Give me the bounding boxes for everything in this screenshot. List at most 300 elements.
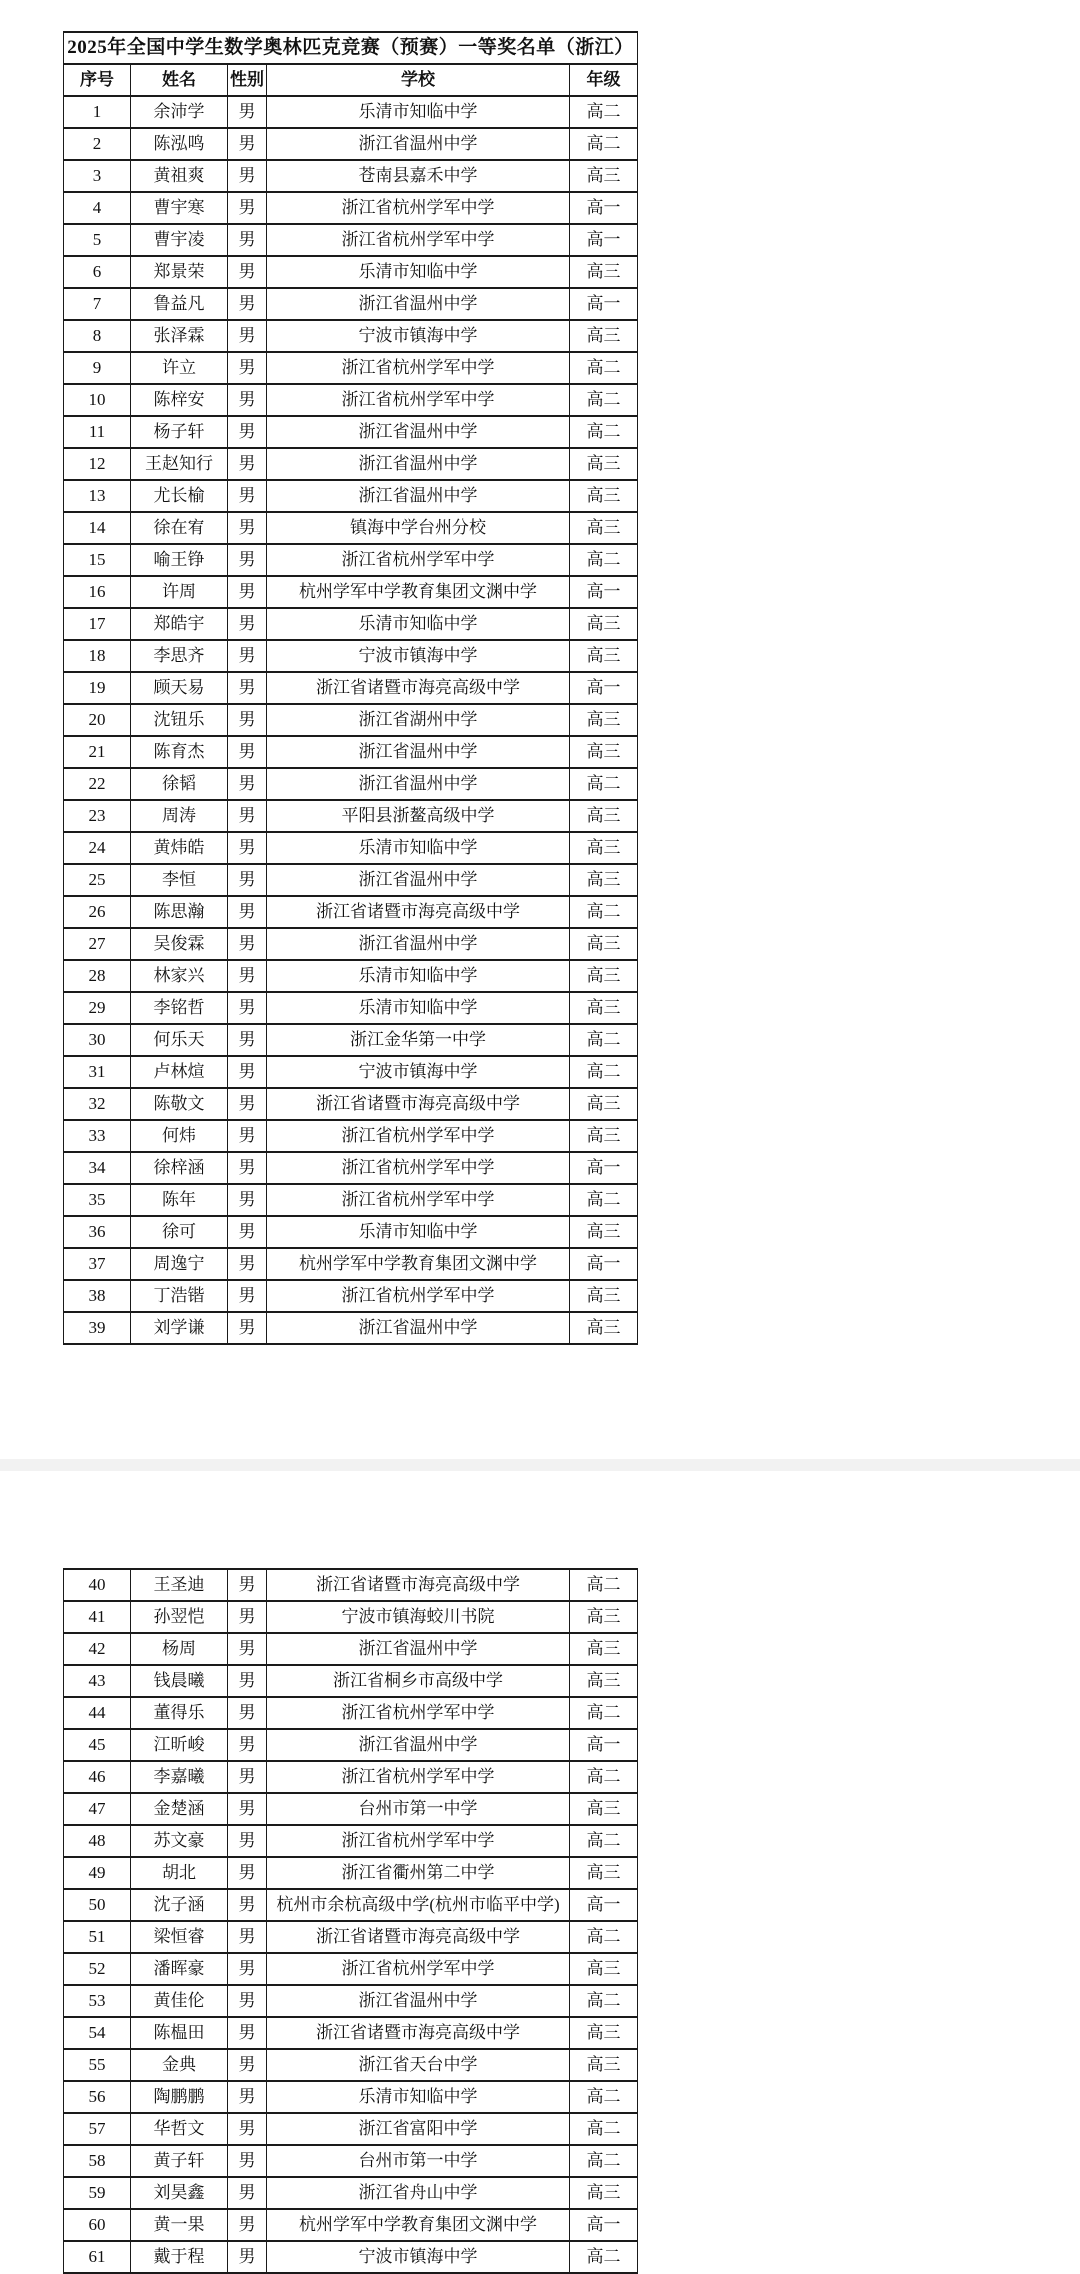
cell-name: 喻王铮: [131, 544, 228, 576]
cell-serial: 38: [64, 1280, 131, 1312]
cell-school: 浙江省温州中学: [267, 128, 570, 160]
table-row: [64, 2017, 638, 2049]
cell-name: 胡北: [131, 1857, 228, 1889]
cell-name: 江昕峻: [131, 1729, 228, 1761]
table-row: [64, 128, 638, 160]
cell-school: 宁波市镇海中学: [267, 2241, 570, 2273]
cell-serial: 22: [64, 768, 131, 800]
cell-grade: 高三: [570, 704, 638, 736]
cell-name: 杨子轩: [131, 416, 228, 448]
cell-gender: 男: [228, 2017, 267, 2049]
table-row: [64, 1825, 638, 1857]
cell-grade: 高三: [570, 1120, 638, 1152]
cell-grade: 高三: [570, 2049, 638, 2081]
table-row: [64, 1152, 638, 1184]
cell-gender: 男: [228, 1120, 267, 1152]
cell-name: 黄一果: [131, 2209, 228, 2241]
cell-serial: 17: [64, 608, 131, 640]
column-header-grade: 年级: [570, 64, 638, 96]
table-row: [64, 1056, 638, 1088]
cell-serial: 25: [64, 864, 131, 896]
cell-school: 宁波市镇海中学: [267, 640, 570, 672]
cell-school: 乐清市知临中学: [267, 256, 570, 288]
cell-serial: 9: [64, 352, 131, 384]
cell-grade: 高二: [570, 1985, 638, 2017]
table-row: [64, 672, 638, 704]
cell-school: 浙江省杭州学军中学: [267, 192, 570, 224]
cell-school: 宁波市镇海中学: [267, 1056, 570, 1088]
cell-serial: 47: [64, 1793, 131, 1825]
cell-serial: 44: [64, 1697, 131, 1729]
cell-school: 浙江省温州中学: [267, 864, 570, 896]
cell-serial: 35: [64, 1184, 131, 1216]
cell-school: 浙江省温州中学: [267, 736, 570, 768]
cell-serial: 31: [64, 1056, 131, 1088]
cell-grade: 高二: [570, 1761, 638, 1793]
cell-gender: 男: [228, 1665, 267, 1697]
cell-grade: 高二: [570, 768, 638, 800]
table-row: [64, 416, 638, 448]
cell-serial: 60: [64, 2209, 131, 2241]
table-row: [64, 2209, 638, 2241]
cell-gender: 男: [228, 1761, 267, 1793]
table-row: [64, 1088, 638, 1120]
cell-grade: 高二: [570, 128, 638, 160]
table-row: [64, 832, 638, 864]
cell-gender: 男: [228, 2241, 267, 2273]
cell-grade: 高二: [570, 416, 638, 448]
cell-name: 金典: [131, 2049, 228, 2081]
cell-serial: 15: [64, 544, 131, 576]
header-row: [64, 64, 638, 96]
cell-gender: 男: [228, 1056, 267, 1088]
table-row: [64, 96, 638, 128]
cell-serial: 4: [64, 192, 131, 224]
cell-grade: 高三: [570, 832, 638, 864]
column-header-gender: 性别: [228, 64, 267, 96]
cell-name: 周涛: [131, 800, 228, 832]
cell-serial: 50: [64, 1889, 131, 1921]
cell-school: 浙江省诸暨市海亮高级中学: [267, 896, 570, 928]
cell-serial: 34: [64, 1152, 131, 1184]
table-row: [64, 224, 638, 256]
table-row: [64, 2145, 638, 2177]
cell-serial: 10: [64, 384, 131, 416]
cell-serial: 14: [64, 512, 131, 544]
cell-grade: 高一: [570, 1729, 638, 1761]
cell-serial: 12: [64, 448, 131, 480]
cell-school: 宁波市镇海中学: [267, 320, 570, 352]
cell-name: 苏文豪: [131, 1825, 228, 1857]
cell-gender: 男: [228, 992, 267, 1024]
cell-grade: 高一: [570, 1889, 638, 1921]
cell-name: 曹宇凌: [131, 224, 228, 256]
cell-gender: 男: [228, 1312, 267, 1344]
cell-grade: 高三: [570, 1793, 638, 1825]
cell-grade: 高三: [570, 1601, 638, 1633]
cell-serial: 28: [64, 960, 131, 992]
cell-gender: 男: [228, 1152, 267, 1184]
cell-name: 陈梓安: [131, 384, 228, 416]
cell-gender: 男: [228, 1280, 267, 1312]
cell-grade: 高一: [570, 576, 638, 608]
table-row: [64, 1569, 638, 1601]
cell-name: 何炜: [131, 1120, 228, 1152]
cell-school: 浙江省温州中学: [267, 928, 570, 960]
cell-name: 沈子涵: [131, 1889, 228, 1921]
cell-gender: 男: [228, 1985, 267, 2017]
table-body-page-2: [64, 1569, 638, 2273]
table-row: [64, 896, 638, 928]
cell-name: 董得乐: [131, 1697, 228, 1729]
cell-serial: 33: [64, 1120, 131, 1152]
cell-grade: 高三: [570, 1088, 638, 1120]
cell-gender: 男: [228, 1569, 267, 1601]
cell-school: 乐清市知临中学: [267, 960, 570, 992]
cell-serial: 26: [64, 896, 131, 928]
cell-gender: 男: [228, 448, 267, 480]
cell-gender: 男: [228, 2081, 267, 2113]
cell-serial: 1: [64, 96, 131, 128]
cell-gender: 男: [228, 672, 267, 704]
cell-name: 周逸宁: [131, 1248, 228, 1280]
cell-name: 顾天易: [131, 672, 228, 704]
cell-serial: 24: [64, 832, 131, 864]
cell-grade: 高三: [570, 928, 638, 960]
cell-school: 浙江省温州中学: [267, 1729, 570, 1761]
cell-serial: 36: [64, 1216, 131, 1248]
cell-grade: 高二: [570, 1056, 638, 1088]
cell-school: 浙江省杭州学军中学: [267, 1697, 570, 1729]
cell-grade: 高三: [570, 320, 638, 352]
cell-name: 金楚涵: [131, 1793, 228, 1825]
table-row: [64, 1184, 638, 1216]
cell-gender: 男: [228, 640, 267, 672]
cell-serial: 45: [64, 1729, 131, 1761]
cell-gender: 男: [228, 800, 267, 832]
cell-name: 沈钮乐: [131, 704, 228, 736]
cell-name: 梁恒睿: [131, 1921, 228, 1953]
cell-name: 林家兴: [131, 960, 228, 992]
cell-gender: 男: [228, 1633, 267, 1665]
cell-grade: 高三: [570, 992, 638, 1024]
cell-serial: 11: [64, 416, 131, 448]
cell-name: 许周: [131, 576, 228, 608]
cell-serial: 32: [64, 1088, 131, 1120]
cell-school: 浙江省诸暨市海亮高级中学: [267, 672, 570, 704]
cell-gender: 男: [228, 96, 267, 128]
cell-gender: 男: [228, 2049, 267, 2081]
table-row: [64, 512, 638, 544]
cell-school: 浙江省杭州学军中学: [267, 1825, 570, 1857]
table-row: [64, 288, 638, 320]
table-row: [64, 768, 638, 800]
cell-serial: 19: [64, 672, 131, 704]
cell-gender: 男: [228, 768, 267, 800]
table-row: [64, 1889, 638, 1921]
cell-gender: 男: [228, 160, 267, 192]
cell-gender: 男: [228, 928, 267, 960]
cell-serial: 20: [64, 704, 131, 736]
table-row: [64, 992, 638, 1024]
cell-gender: 男: [228, 480, 267, 512]
cell-name: 李铭哲: [131, 992, 228, 1024]
cell-grade: 高二: [570, 1024, 638, 1056]
table-row: [64, 704, 638, 736]
cell-serial: 23: [64, 800, 131, 832]
cell-school: 浙江省诸暨市海亮高级中学: [267, 1088, 570, 1120]
cell-grade: 高三: [570, 960, 638, 992]
cell-gender: 男: [228, 1921, 267, 1953]
cell-school: 浙江省杭州学军中学: [267, 224, 570, 256]
cell-gender: 男: [228, 224, 267, 256]
cell-school: 浙江省天台中学: [267, 2049, 570, 2081]
cell-name: 陶鹏鹏: [131, 2081, 228, 2113]
cell-school: 乐清市知临中学: [267, 1216, 570, 1248]
cell-grade: 高三: [570, 1216, 638, 1248]
cell-grade: 高三: [570, 2017, 638, 2049]
cell-serial: 37: [64, 1248, 131, 1280]
cell-grade: 高三: [570, 1953, 638, 1985]
cell-grade: 高二: [570, 96, 638, 128]
table-row: [64, 2177, 638, 2209]
cell-grade: 高三: [570, 160, 638, 192]
cell-grade: 高三: [570, 640, 638, 672]
table-row: [64, 1921, 638, 1953]
cell-grade: 高一: [570, 288, 638, 320]
cell-serial: 56: [64, 2081, 131, 2113]
cell-gender: 男: [228, 960, 267, 992]
cell-name: 曹宇寒: [131, 192, 228, 224]
cell-serial: 53: [64, 1985, 131, 2017]
table-row: [64, 1857, 638, 1889]
cell-name: 鲁益凡: [131, 288, 228, 320]
cell-serial: 55: [64, 2049, 131, 2081]
cell-name: 陈思瀚: [131, 896, 228, 928]
cell-school: 浙江省温州中学: [267, 768, 570, 800]
cell-gender: 男: [228, 512, 267, 544]
cell-grade: 高二: [570, 2113, 638, 2145]
cell-school: 浙江省杭州学军中学: [267, 1761, 570, 1793]
cell-gender: 男: [228, 2145, 267, 2177]
cell-serial: 41: [64, 1601, 131, 1633]
table-row: [64, 480, 638, 512]
cell-school: 浙江省温州中学: [267, 1633, 570, 1665]
cell-gender: 男: [228, 1793, 267, 1825]
table-row: [64, 1953, 638, 1985]
cell-school: 台州市第一中学: [267, 1793, 570, 1825]
cell-school: 浙江省湖州中学: [267, 704, 570, 736]
cell-grade: 高一: [570, 192, 638, 224]
table-row: [64, 320, 638, 352]
cell-gender: 男: [228, 352, 267, 384]
cell-serial: 48: [64, 1825, 131, 1857]
cell-grade: 高二: [570, 1697, 638, 1729]
cell-serial: 27: [64, 928, 131, 960]
table-row: [64, 1120, 638, 1152]
cell-name: 郑皓宇: [131, 608, 228, 640]
cell-grade: 高二: [570, 544, 638, 576]
cell-name: 黄祖爽: [131, 160, 228, 192]
award-table-page-2: [63, 1568, 638, 2274]
cell-serial: 13: [64, 480, 131, 512]
cell-grade: 高二: [570, 1569, 638, 1601]
cell-gender: 男: [228, 704, 267, 736]
table-row: [64, 1697, 638, 1729]
cell-name: 陈泓鸣: [131, 128, 228, 160]
cell-school: 浙江省杭州学军中学: [267, 1152, 570, 1184]
cell-gender: 男: [228, 608, 267, 640]
cell-school: 杭州学军中学教育集团文渊中学: [267, 1248, 570, 1280]
title-row: [64, 32, 638, 64]
cell-name: 丁浩锴: [131, 1280, 228, 1312]
cell-gender: 男: [228, 1248, 267, 1280]
table-row: [64, 352, 638, 384]
cell-gender: 男: [228, 736, 267, 768]
cell-grade: 高三: [570, 800, 638, 832]
cell-school: 乐清市知临中学: [267, 608, 570, 640]
cell-serial: 6: [64, 256, 131, 288]
cell-serial: 29: [64, 992, 131, 1024]
cell-school: 乐清市知临中学: [267, 96, 570, 128]
cell-serial: 40: [64, 1569, 131, 1601]
cell-grade: 高三: [570, 1665, 638, 1697]
cell-school: 浙江金华第一中学: [267, 1024, 570, 1056]
cell-school: 杭州市余杭高级中学(杭州市临平中学): [267, 1889, 570, 1921]
cell-gender: 男: [228, 128, 267, 160]
cell-grade: 高三: [570, 864, 638, 896]
cell-gender: 男: [228, 1184, 267, 1216]
cell-school: 浙江省温州中学: [267, 1985, 570, 2017]
cell-school: 浙江省杭州学军中学: [267, 1280, 570, 1312]
cell-grade: 高三: [570, 256, 638, 288]
table-row: [64, 1761, 638, 1793]
cell-grade: 高二: [570, 1825, 638, 1857]
cell-name: 李嘉曦: [131, 1761, 228, 1793]
cell-gender: 男: [228, 896, 267, 928]
cell-gender: 男: [228, 192, 267, 224]
cell-school: 乐清市知临中学: [267, 832, 570, 864]
cell-name: 李恒: [131, 864, 228, 896]
table-row: [64, 800, 638, 832]
cell-name: 陈榅田: [131, 2017, 228, 2049]
cell-gender: 男: [228, 256, 267, 288]
document-title: 2025年全国中学生数学奥林匹克竞赛（预赛）一等奖名单（浙江）: [64, 32, 638, 64]
column-header-serial: 序号: [64, 64, 131, 96]
cell-name: 徐韬: [131, 768, 228, 800]
cell-school: 浙江省富阳中学: [267, 2113, 570, 2145]
cell-school: 浙江省舟山中学: [267, 2177, 570, 2209]
cell-gender: 男: [228, 832, 267, 864]
cell-gender: 男: [228, 1601, 267, 1633]
cell-serial: 30: [64, 1024, 131, 1056]
cell-name: 戴于程: [131, 2241, 228, 2273]
cell-serial: 16: [64, 576, 131, 608]
table-row: [64, 2049, 638, 2081]
cell-grade: 高二: [570, 2241, 638, 2273]
cell-school: 浙江省诸暨市海亮高级中学: [267, 1921, 570, 1953]
cell-gender: 男: [228, 384, 267, 416]
table-row: [64, 864, 638, 896]
cell-gender: 男: [228, 576, 267, 608]
cell-name: 徐在宥: [131, 512, 228, 544]
cell-name: 华哲文: [131, 2113, 228, 2145]
cell-grade: 高三: [570, 1857, 638, 1889]
cell-name: 李思齐: [131, 640, 228, 672]
cell-school: 浙江省杭州学军中学: [267, 544, 570, 576]
cell-serial: 59: [64, 2177, 131, 2209]
cell-serial: 8: [64, 320, 131, 352]
cell-name: 刘学谦: [131, 1312, 228, 1344]
cell-school: 乐清市知临中学: [267, 992, 570, 1024]
table-row: [64, 544, 638, 576]
cell-grade: 高二: [570, 2081, 638, 2113]
cell-name: 钱晨曦: [131, 1665, 228, 1697]
cell-gender: 男: [228, 1088, 267, 1120]
cell-gender: 男: [228, 1825, 267, 1857]
cell-serial: 21: [64, 736, 131, 768]
cell-serial: 39: [64, 1312, 131, 1344]
cell-name: 余沛学: [131, 96, 228, 128]
column-header-school: 学校: [267, 64, 570, 96]
cell-gender: 男: [228, 2177, 267, 2209]
cell-serial: 5: [64, 224, 131, 256]
table-row: [64, 192, 638, 224]
cell-school: 浙江省杭州学军中学: [267, 352, 570, 384]
cell-serial: 54: [64, 2017, 131, 2049]
table-row: [64, 2113, 638, 2145]
cell-gender: 男: [228, 416, 267, 448]
cell-grade: 高二: [570, 2145, 638, 2177]
cell-name: 尤长榆: [131, 480, 228, 512]
table-row: [64, 1729, 638, 1761]
cell-school: 浙江省桐乡市高级中学: [267, 1665, 570, 1697]
table-row: [64, 1601, 638, 1633]
cell-gender: 男: [228, 864, 267, 896]
table-row: [64, 1665, 638, 1697]
table-head: [64, 32, 638, 96]
cell-school: 浙江省温州中学: [267, 1312, 570, 1344]
page-separator: [0, 1459, 1080, 1471]
table-row: [64, 384, 638, 416]
cell-grade: 高三: [570, 736, 638, 768]
table-body-page-1: [64, 96, 638, 1344]
cell-grade: 高一: [570, 2209, 638, 2241]
cell-serial: 52: [64, 1953, 131, 1985]
cell-gender: 男: [228, 544, 267, 576]
cell-school: 浙江省温州中学: [267, 448, 570, 480]
cell-school: 浙江省杭州学军中学: [267, 1120, 570, 1152]
cell-name: 孙翌恺: [131, 1601, 228, 1633]
table-row: [64, 1312, 638, 1344]
cell-grade: 高二: [570, 1184, 638, 1216]
cell-school: 杭州学军中学教育集团文渊中学: [267, 2209, 570, 2241]
cell-gender: 男: [228, 1697, 267, 1729]
cell-school: 平阳县浙鳌高级中学: [267, 800, 570, 832]
table-row: [64, 576, 638, 608]
cell-serial: 2: [64, 128, 131, 160]
cell-gender: 男: [228, 1216, 267, 1248]
cell-name: 王圣迪: [131, 1569, 228, 1601]
cell-school: 浙江省温州中学: [267, 288, 570, 320]
cell-grade: 高三: [570, 448, 638, 480]
cell-grade: 高三: [570, 480, 638, 512]
table-row: [64, 608, 638, 640]
table-row: [64, 1633, 638, 1665]
table-row: [64, 1280, 638, 1312]
cell-serial: 58: [64, 2145, 131, 2177]
cell-serial: 43: [64, 1665, 131, 1697]
